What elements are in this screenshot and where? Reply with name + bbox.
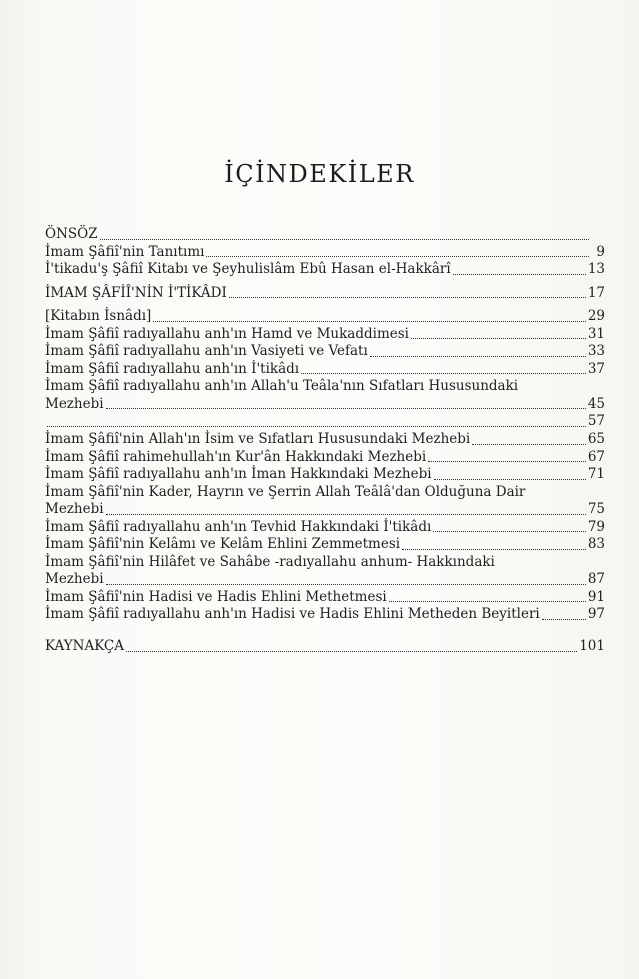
- dot-leader: [153, 320, 585, 322]
- dot-leader: [206, 255, 589, 257]
- toc-entry: [45, 261, 605, 279]
- dot-leader: [229, 296, 586, 298]
- toc-entry: [45, 606, 605, 624]
- dot-leader: [106, 407, 586, 409]
- toc-entry-text: [Kitabın İsnâdı]: [45, 308, 152, 325]
- table-of-contents: [45, 226, 605, 656]
- toc-entry-page: 37: [587, 360, 605, 377]
- toc-entry-page: 45: [587, 395, 605, 412]
- toc-entry: [45, 519, 605, 537]
- toc-entry-page: 57: [587, 413, 605, 430]
- toc-entry: [45, 536, 605, 554]
- dot-leader: [106, 583, 586, 585]
- dot-leader: [126, 650, 577, 652]
- toc-entry-text: İmam Şâfiî'nin Allah'ın İsim ve Sıfatları Hususundaki Mezhebi: [45, 431, 471, 448]
- toc-entry-text: Mezhebi: [45, 395, 104, 412]
- toc-entry-text: İmam Şâfiî rahimehullah'ın Kur'ân Hakkındaki Mezhebi: [45, 448, 427, 465]
- toc-entry-page: 31: [587, 325, 605, 342]
- toc-entry-text-line1: İmam Şâfiî radıyallahu anh'ın Allah'u Teâla'nın Sıfatları Hususundaki: [45, 378, 519, 395]
- toc-entry: [45, 343, 605, 361]
- toc-entry: [45, 501, 605, 519]
- dot-leader: [370, 355, 586, 357]
- toc-entry-page: 65: [587, 431, 605, 448]
- dot-leader: [433, 530, 586, 532]
- toc-entry-page: 17: [587, 284, 605, 301]
- dot-leader: [411, 337, 586, 339]
- dot-leader: [434, 478, 586, 480]
- toc-entry: [45, 326, 605, 344]
- toc-entry-text: İmam Şâfiî radıyallahu anh'ın Tevhid Hakkındaki İ'tikâdı: [45, 518, 432, 535]
- toc-entry-page: 67: [587, 448, 605, 465]
- dot-leader: [100, 238, 589, 240]
- toc-entry: [45, 431, 605, 449]
- toc-entry: [45, 466, 605, 484]
- toc-entry-page: 97: [587, 606, 605, 623]
- dot-leader: [301, 372, 586, 374]
- toc-entry: [45, 308, 605, 326]
- toc-entry: [45, 244, 605, 262]
- toc-entry: [45, 361, 605, 379]
- toc-section-heading: [45, 638, 605, 656]
- dot-leader: [453, 273, 586, 275]
- toc-entry: [45, 449, 605, 467]
- toc-entry-text-line1: İmam Şâfiî'nin Hilâfet ve Sahâbe -radıyallahu anhum- Hakkındaki: [45, 553, 495, 570]
- toc-entry-page: 75: [587, 501, 605, 518]
- toc-entry-text: İmam Şâfiî radıyallahu anh'ın Hamd ve Mukaddimesi: [45, 325, 409, 342]
- toc-entry-text: İmam Şâfiî radıyallahu anh'ın Vasiyeti ve Vefatı: [45, 343, 368, 360]
- toc-entry: [45, 226, 605, 244]
- toc-entry-text: İmam Şâfiî radıyallahu anh'ın Hadisi ve Hadis Ehlini Metheden Beyitleri: [45, 606, 540, 623]
- toc-entry-page: 71: [587, 466, 605, 483]
- toc-entry-text: KAYNAKÇA: [45, 638, 125, 655]
- toc-entry-page: 29: [587, 308, 605, 325]
- dot-leader: [389, 600, 586, 602]
- toc-section-heading: [45, 285, 605, 303]
- toc-entry-text: İmam Şâfiî radıyallahu anh'ın İ'tikâdı: [45, 360, 300, 377]
- dot-leader: [106, 513, 586, 515]
- toc-entry-text: ÖNSÖZ: [45, 226, 98, 242]
- toc-entry-text: İ'tikadu'ş Şâfiî Kitabı ve Şeyhulislâm Ebû Hasan el-Hakkârî: [45, 261, 451, 278]
- toc-entry-page: 13: [587, 261, 605, 278]
- toc-entry: [45, 396, 605, 414]
- dot-leader: [472, 443, 586, 445]
- toc-entry-page: 83: [587, 536, 605, 553]
- dot-leader: [402, 548, 586, 550]
- toc-entry-text: Mezhebi: [45, 501, 104, 518]
- toc-entry-page: 87: [587, 571, 605, 588]
- toc-entry-page: 91: [587, 588, 605, 605]
- toc-entry: [45, 571, 605, 589]
- toc-entry-text: İmam Şâfiî radıyallahu anh'ın İman Hakkındaki Mezhebi: [45, 466, 432, 483]
- toc-entry-text: İMAM ŞÂFİÎ'NİN İ'TİKÂDI: [45, 284, 227, 301]
- toc-entry-text-line1: İmam Şâfiî'nin Kader, Hayrın ve Şerrin Allah Teâlâ'dan Olduğuna Dair: [45, 483, 526, 500]
- toc-entry-text: İmam Şâfiî'nin Kelâmı ve Kelâm Ehlini Zemmetmesi: [45, 536, 401, 553]
- dot-leader: [47, 425, 586, 427]
- toc-entry-page: 9: [596, 243, 605, 260]
- toc-entry: [45, 413, 605, 431]
- toc-entry: [45, 589, 605, 607]
- toc-entry-page: 79: [587, 518, 605, 535]
- toc-entry-text: İmam Şâfiî'nin Hadisi ve Hadis Ehlini Methetmesi: [45, 588, 387, 605]
- page-title: İÇİNDEKİLER: [224, 160, 415, 188]
- dot-leader: [542, 618, 586, 620]
- toc-entry-page: 33: [587, 343, 605, 360]
- toc-entry-text: İmam Şâfiî'nin Tanıtımı: [45, 243, 205, 260]
- toc-entry-text: Mezhebi: [45, 571, 104, 588]
- dot-leader: [428, 460, 586, 462]
- toc-entry-page: 101: [579, 638, 605, 655]
